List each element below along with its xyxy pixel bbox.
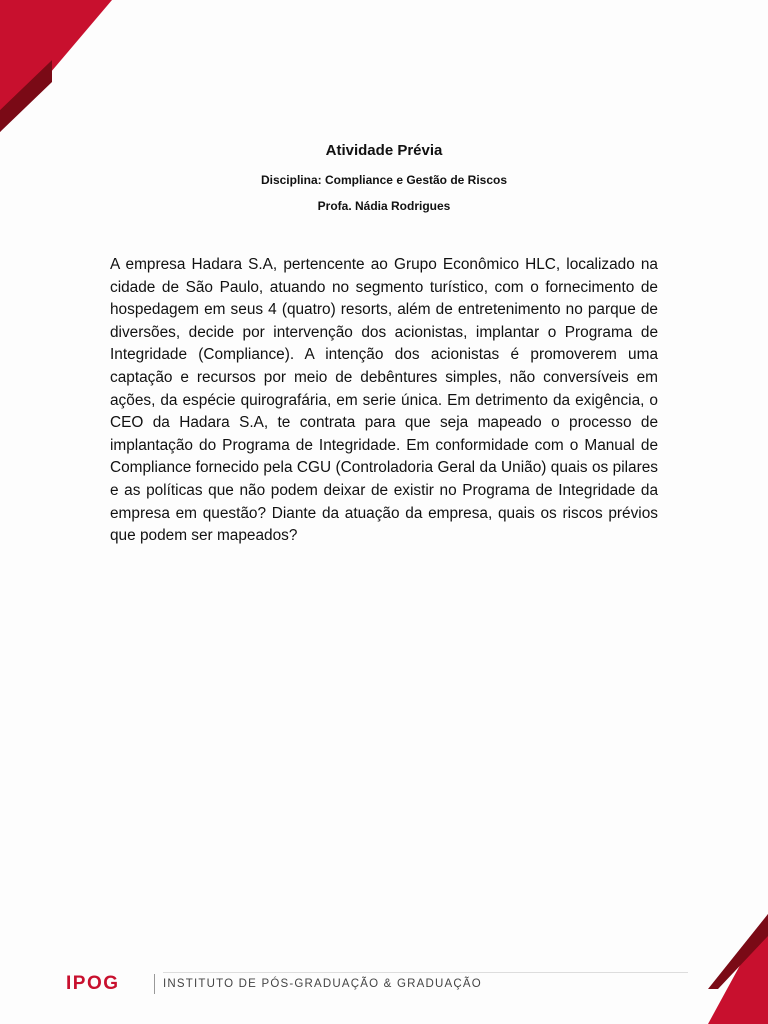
discipline-label: Disciplina: Compliance e Gestão de Riscos (260, 173, 508, 187)
teacher-label: Profa. Nádia Rodrigues (317, 199, 451, 213)
corner-decoration-bottom-right (708, 914, 768, 1024)
corner-decoration-top-left (0, 0, 120, 140)
footer-divider (154, 974, 155, 994)
institute-name: INSTITUTO DE PÓS-GRADUAÇÃO & GRADUAÇÃO (163, 978, 482, 990)
activity-description: A empresa Hadara S.A, pertencente ao Grupo Econômico HLC, localizado na cidade de São Paulo, atuando no segmento turístico, com o fornecimento de hospedagem em seus 4 (quatro) resorts, além de entretenimento no parque de diversões, decide por intervenção dos acionistas, implantar o Programa de Integridade (Compliance). A intenção dos acionistas é promoverem uma captação e recursos por meio de debêntures simples, não conversíveis em ações, da espécie quirografária, em serie única. Em detrimento da exigência, o CEO da Hadara S.A, te contrata para que seja mapeado o processo de implantação do Programa de Integridade. Em conformidade com o Manual de Compliance fornecido pela CGU (Controladoria Geral da União) quais os pilares e as políticas que não podem deixar de existir no Programa de Integridade da empresa em questão? Diante da atuação da empresa, quais os riscos prévios que podem ser mapeados? (110, 256, 658, 545)
page-title: Atividade Prévia (325, 142, 443, 159)
document-header (0, 142, 768, 213)
footer (66, 974, 688, 994)
ipog-logo: IPOG (66, 973, 120, 994)
footer-rule (163, 972, 688, 973)
